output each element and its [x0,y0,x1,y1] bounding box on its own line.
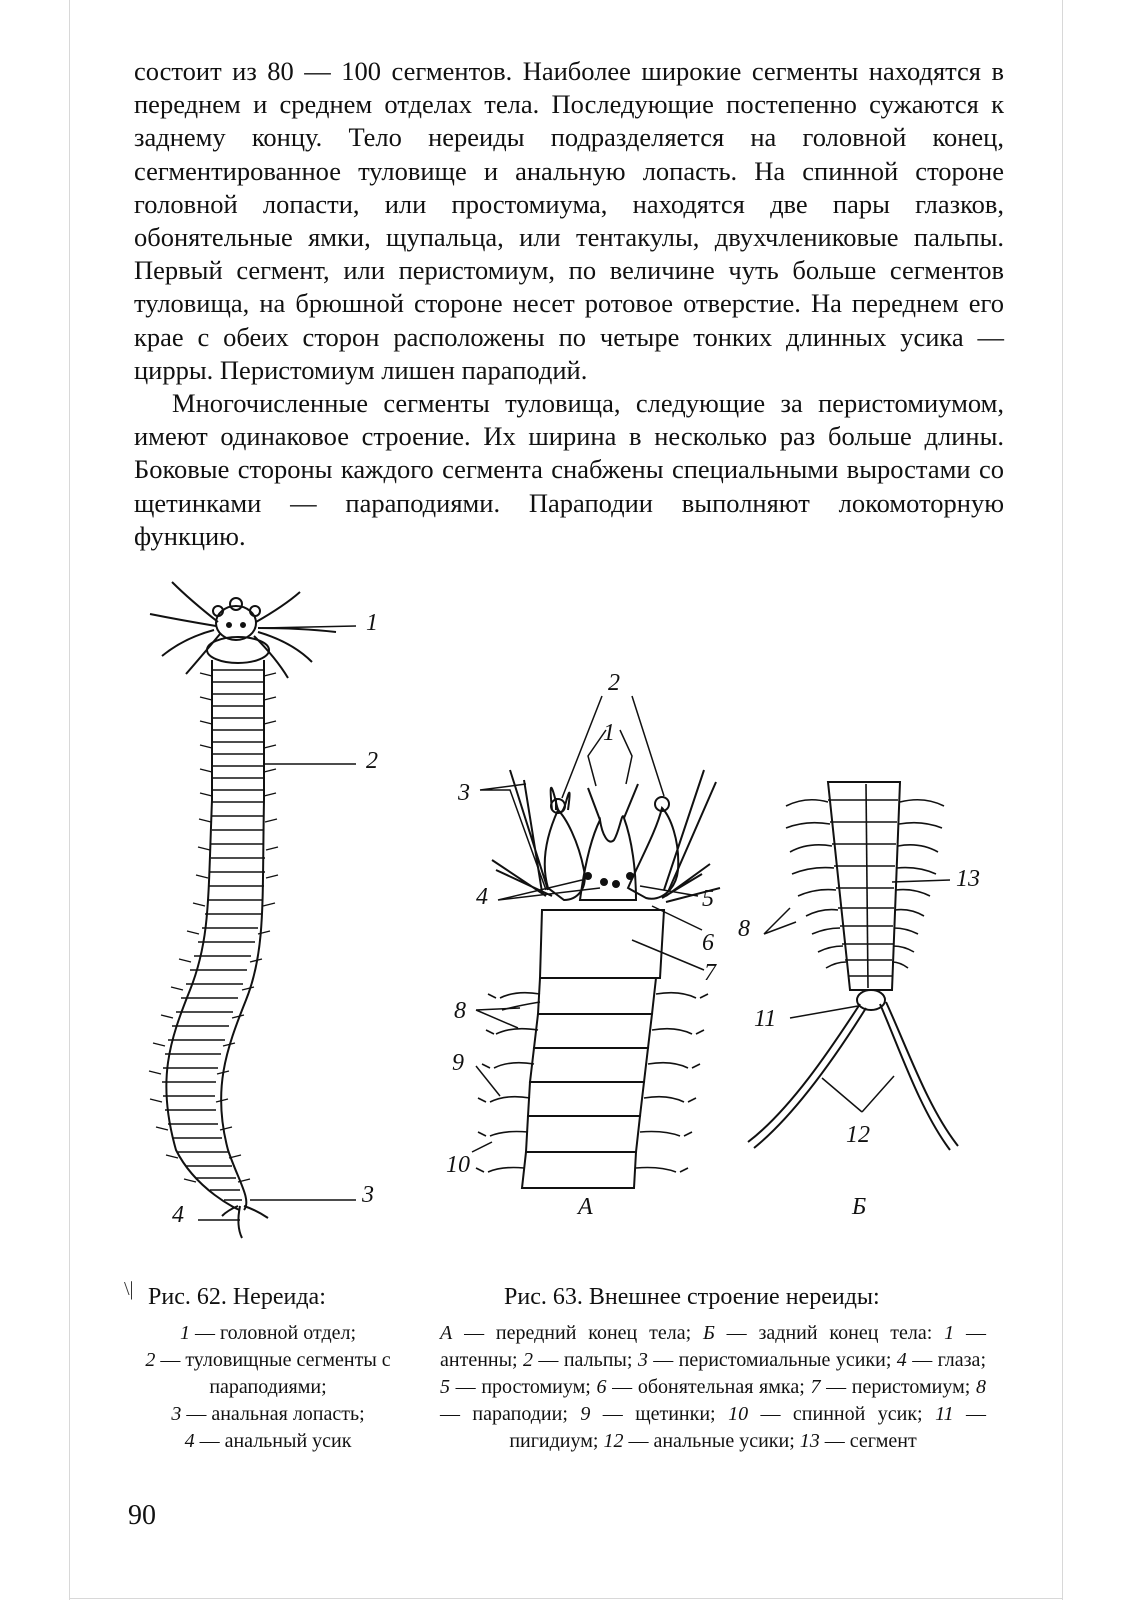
page-number: 90 [128,1500,156,1531]
fig63-label-A: А [578,1194,593,1220]
fig63-item-text: — антенны; [440,1322,987,1371]
fig62-item-text: — туловищные сегменты с параподиями; [155,1349,391,1398]
fig62-label-3: 3 [362,1182,374,1208]
fig63-label-8a: 8 [454,998,466,1024]
fig63-item-text: — щетинки; [590,1403,729,1425]
fig62-item-num: 1 [179,1322,190,1344]
fig63a-anterior-drawing [472,696,720,1188]
fig63-item-text: — простомиум; [450,1376,597,1398]
fig63-label-8b: 8 [738,916,750,942]
fig63-item-num: 2 [523,1349,534,1371]
fig63-label-9: 9 [452,1050,464,1076]
fig63-item-num: А [440,1322,453,1344]
fig63-item-num: 12 [603,1430,624,1452]
fig63-label-10: 10 [446,1152,470,1178]
fig62-leader-1 [262,626,356,628]
fig63-label-7: 7 [704,960,716,986]
fig63-label-2: 2 [608,670,620,696]
fig63-item-text: — параподии; [440,1403,581,1425]
fig63-label-6: 6 [702,930,714,956]
fig63-item-num: 7 [810,1376,821,1398]
fig63-item-text: — перистомиум; [820,1376,976,1398]
fig63b-posterior-drawing [748,782,958,1150]
fig63-item-text: — глаза; [906,1349,986,1371]
fig62-worm-drawing [149,582,356,1238]
fig63-item-num: 1 [944,1322,955,1344]
fig63-item-text: — обонятельная ямка; [606,1376,811,1398]
fig63-label-4: 4 [476,884,488,910]
fig63-item-num: 8 [976,1376,986,1398]
figures-area [0,570,1132,1270]
fig62-item-num: 3 [171,1403,182,1425]
paragraph-2: Многочисленные сегменты туловища, следующие за перистомиумом, имеют одинаковое строение. Их ширина в несколько раз больше длины. Боковые стороны каждого сегмента снабжены специальными выростами со щетинками — параподиями. Параподии выполняют локомоторную функцию. [134,388,1004,551]
fig63-label-3: 3 [458,780,470,806]
fig63-caption-body [440,1320,986,1455]
fig63-item-num: 6 [596,1376,607,1398]
fig63-caption-title: Рис. 63. Внешнее строение нереиды: [504,1284,880,1310]
palp-left [545,810,585,900]
fig63-item-text: — передний конец тела; [452,1322,703,1344]
fig62-label-2: 2 [366,748,378,774]
anal-cirrus-right [880,1002,958,1150]
fig63-item-text: — перистомиальные усики; [647,1349,897,1371]
fig63-label-B: Б [852,1194,867,1220]
fig62-item-text: — анальный усик [194,1430,352,1452]
page-border-bottom [69,1598,1063,1599]
peristomium [540,910,664,978]
fig63-item-num: Б [703,1322,715,1344]
fig63-item-text: — анальные усики; [623,1430,800,1452]
fig62-item-text: — головной отдел; [189,1322,357,1344]
fig63-label-1: 1 [603,720,615,746]
fig63-label-11: 11 [754,1006,777,1032]
fig63-item-num: 13 [799,1430,820,1452]
fig63-item-num: 5 [440,1376,450,1398]
fig62-label-4: 4 [172,1202,184,1228]
fig63-item-num: 9 [580,1403,591,1425]
fig63-label-12: 12 [846,1122,870,1148]
fig63-label-13: 13 [956,866,980,892]
fig63-item-num: 4 [896,1349,907,1371]
margin-tick-mark: \| [124,1278,134,1300]
fig62-caption-title: Рис. 62. Нереида: [148,1284,326,1310]
fig63-item-num: 10 [728,1403,749,1425]
fig62-caption-body [130,1320,406,1455]
fig62-label-1: 1 [366,610,378,636]
paragraph-1: состоит из 80 — 100 сегментов. Наиболее широкие сегменты находятся в переднем и среднем отделах тела. Последующие постепенно сужаются к заднему концу. Тело нереиды подразделяется на головной конец, сегментированное туловище и анальную лопасть. На спинной стороне головной лопасти, или простомиума, находятся две пары глазков, обонятельные ямки, щупальца, или тентакулы, двухчлениковые пальпы. Первый сегмент, или перистомиум, по величине чуть больше сегментов туловища, на брюшной стороне несет ротовое отверстие. На переднем его крае с обеих сторон расположены по четыре тонких длинных усика — цирры. Перистомиум лишен параподий. [134,56,1004,385]
fig63-item-text: — пигидиум; [509,1403,987,1452]
fig63-item-num: 11 [935,1403,954,1425]
fig62-item-text: — анальная лопасть; [181,1403,365,1425]
body-text [134,55,1004,553]
fig63-item-text: — спинной усик; [748,1403,936,1425]
fig63-item-text: — сегмент [819,1430,917,1452]
fig63-label-5: 5 [702,886,714,912]
posterior-body [828,782,900,990]
figure-illustrations [0,570,1132,1270]
fig63-item-text: — задний конец тела: [714,1322,945,1344]
fig63-item-text: — пальпы; [533,1349,638,1371]
fig63-item-num: 3 [637,1349,648,1371]
fig62-item-num: 4 [184,1430,195,1452]
fig62-item-num: 2 [145,1349,156,1371]
